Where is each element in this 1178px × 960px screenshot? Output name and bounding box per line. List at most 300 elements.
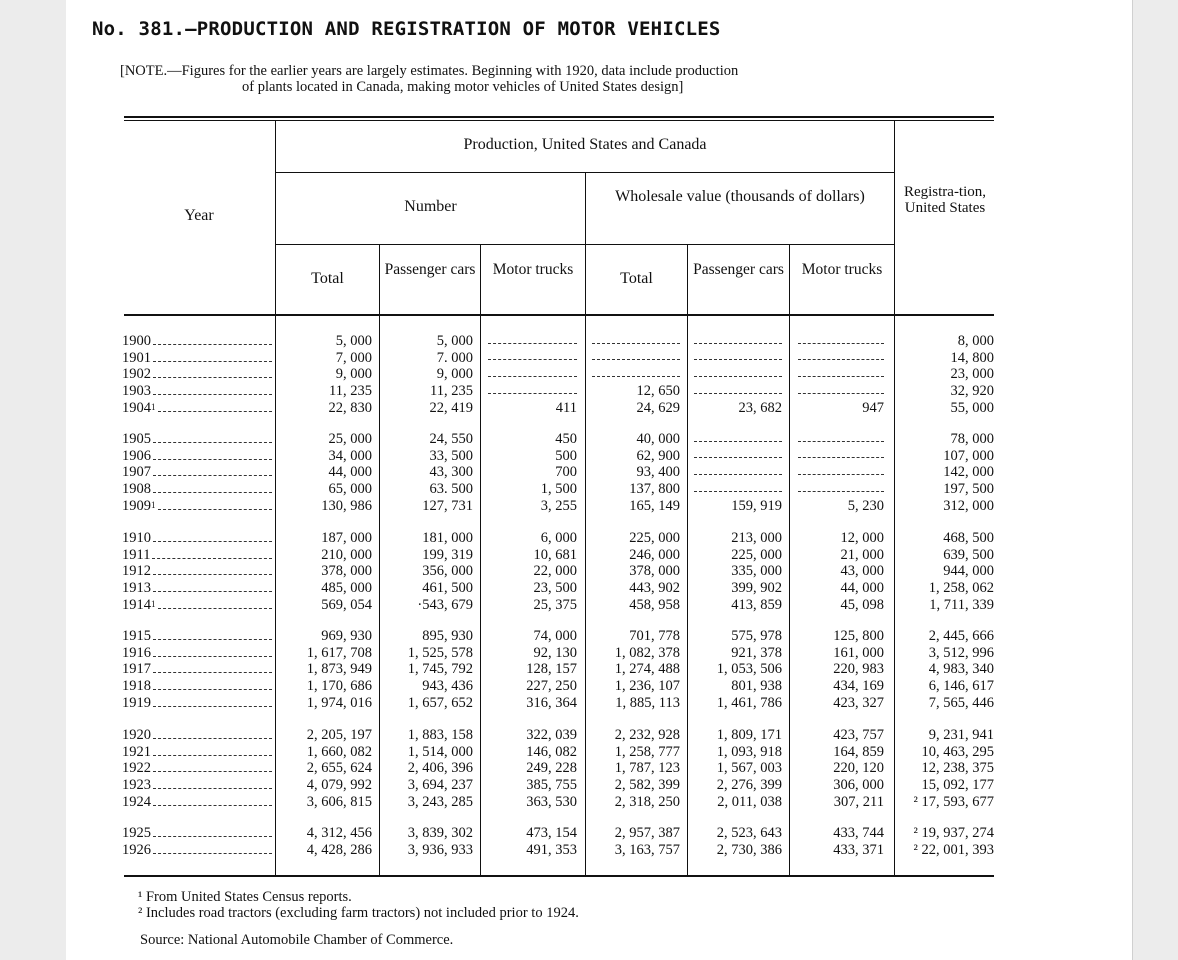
table-cell: 220, 120 (833, 760, 884, 777)
header-bottom-rule (124, 314, 994, 316)
table-cell: 1, 885, 113 (615, 694, 680, 711)
column-w-pass (690, 825, 782, 858)
footnote-2: ² Includes road tractors (excluding farm tractors) not included prior to 1924. (138, 905, 579, 921)
table-cell: 307, 211 (833, 793, 884, 810)
empty-cell (794, 366, 884, 383)
empty-cell (794, 448, 884, 465)
year-column-group (122, 431, 274, 514)
table-cell: 2, 406, 396 (407, 760, 473, 777)
table-cell: 2, 276, 399 (716, 777, 782, 794)
table-cell: 9, 000 (436, 366, 473, 383)
table-bottom-rule (124, 875, 994, 877)
year-cell (122, 842, 274, 859)
year-cell (122, 498, 274, 515)
table-cell: 25, 000 (328, 431, 372, 447)
table-cell: 7, 000 (335, 349, 372, 366)
table-cell: 55, 000 (950, 399, 994, 416)
table-cell: 423, 327 (833, 694, 884, 711)
year-label: 1900 (122, 333, 151, 349)
header-divider (585, 172, 586, 315)
year-label: 1912 (122, 563, 151, 580)
header-divider (379, 244, 380, 315)
table-cell: 23, 500 (533, 580, 577, 597)
column-w-truck (794, 431, 884, 514)
table-cell: 485, 000 (321, 580, 372, 597)
year-label: 1921 (122, 743, 151, 760)
column-w-pass (690, 628, 782, 711)
table-cell: 8, 000 (957, 333, 994, 349)
col-header-registration: Registra-tion, United States (903, 184, 987, 216)
table-cell: 450 (555, 431, 577, 447)
col-header-number-trucks: Motor trucks (492, 261, 574, 278)
table-cell: 10, 463, 295 (921, 743, 994, 760)
footnote-marker: 1 (151, 598, 156, 609)
column-n-total (276, 628, 372, 711)
leader-dots (153, 492, 272, 493)
table-cell: 22, 000 (533, 563, 577, 580)
table-cell: 11, 235 (329, 383, 372, 400)
table-cell: 385, 755 (526, 777, 577, 794)
col-header-number-passenger: Passenger cars (384, 261, 476, 278)
table-cell: 1, 053, 506 (716, 661, 782, 678)
col-header-production: Production, United States and Canada (463, 136, 707, 153)
table-cell: 473, 154 (526, 825, 577, 841)
empty-cell (484, 383, 577, 400)
table-cell: 413, 859 (731, 596, 782, 613)
table-cell: 4, 312, 456 (306, 825, 372, 841)
table-cell: 22, 830 (328, 399, 372, 416)
year-cell (122, 366, 274, 383)
leader-dots (153, 377, 272, 378)
table-cell: 335, 000 (731, 563, 782, 580)
table-cell: 12, 650 (636, 383, 680, 400)
column-n-pass (380, 431, 473, 514)
table-cell: 165, 149 (629, 497, 680, 514)
year-label: 1918 (122, 678, 151, 695)
leader-dots (153, 442, 272, 443)
table-cell: 4, 428, 286 (306, 841, 372, 858)
table-cell: 6, 146, 617 (928, 678, 994, 695)
empty-cell (794, 383, 884, 400)
column-n-pass (380, 628, 473, 711)
table-cell: 363, 530 (526, 793, 577, 810)
column-w-truck (794, 530, 884, 613)
table-cell: 461, 500 (422, 580, 473, 597)
table-number: No. 381. (92, 18, 186, 40)
year-label: 1920 (122, 727, 151, 743)
table-cell: 9, 000 (335, 366, 372, 383)
year-column-group (122, 530, 274, 613)
table-cell: 500 (555, 447, 577, 464)
column-n-total (276, 825, 372, 858)
table-cell: 639, 500 (943, 546, 994, 563)
table-cell: 34, 000 (328, 447, 372, 464)
column-n-truck (484, 431, 577, 514)
table-cell: 7, 565, 446 (928, 694, 994, 711)
column-n-total (276, 333, 372, 416)
column-n-pass (380, 727, 473, 810)
table-cell: 316, 364 (526, 694, 577, 711)
column-w-pass (690, 530, 782, 613)
column-divider (894, 316, 895, 876)
table-cell: 1, 809, 171 (716, 727, 782, 743)
column-w-total (588, 530, 680, 613)
table-cell: 1, 660, 082 (306, 743, 372, 760)
table-cell: 411 (555, 399, 577, 416)
top-rule-thin (124, 120, 994, 121)
column-w-pass (690, 431, 782, 514)
table-cell: 45, 098 (840, 596, 884, 613)
year-cell (122, 727, 274, 744)
empty-cell (588, 366, 680, 383)
table-cell: 322, 039 (526, 727, 577, 743)
table-cell: 187, 000 (321, 530, 372, 546)
table-cell: ·543, 679 (417, 596, 473, 613)
table-cell: 1, 461, 786 (716, 694, 782, 711)
table-cell: 433, 371 (833, 841, 884, 858)
table-cell: 225, 000 (731, 546, 782, 563)
table-cell: 423, 757 (833, 727, 884, 743)
empty-cell (690, 481, 782, 498)
column-n-total (276, 431, 372, 514)
year-label: 1926 (122, 841, 151, 858)
table-cell: 1, 657, 652 (407, 694, 473, 711)
empty-cell (690, 350, 782, 367)
table-cell: 3, 936, 933 (407, 841, 473, 858)
year-cell (122, 661, 274, 678)
leader-dots (153, 394, 272, 395)
column-divider (687, 316, 688, 876)
column-reg (896, 825, 994, 858)
column-w-total (588, 628, 680, 711)
table-cell: 74, 000 (533, 628, 577, 644)
table-cell: 24, 629 (636, 399, 680, 416)
table-cell: 2, 445, 666 (928, 628, 994, 644)
column-w-total (588, 431, 680, 514)
column-n-truck (484, 727, 577, 810)
year-label: 1922 (122, 760, 151, 777)
year-label: 1904 (122, 399, 151, 416)
empty-cell (690, 448, 782, 465)
leader-dots (153, 672, 272, 673)
column-divider (585, 316, 586, 876)
table-cell: 63. 500 (429, 481, 473, 498)
empty-cell (690, 333, 782, 350)
column-n-truck (484, 530, 577, 613)
table-cell: 1, 745, 792 (407, 661, 473, 678)
table-cell: 246, 000 (629, 546, 680, 563)
table-cell: 5, 230 (847, 497, 884, 514)
col-header-value-passenger: Passenger cars (693, 261, 784, 278)
col-header-value-total: Total (620, 270, 653, 287)
column-w-pass (690, 727, 782, 810)
year-column-group (122, 727, 274, 810)
year-label: 1902 (122, 366, 151, 383)
leader-dots (153, 656, 272, 657)
empty-cell (484, 366, 577, 383)
top-rule (124, 116, 994, 118)
table-cell: 1, 787, 123 (614, 760, 680, 777)
year-label: 1925 (122, 825, 151, 841)
year-cell (122, 333, 274, 350)
leader-dots (153, 591, 272, 592)
leader-dots (153, 541, 272, 542)
year-cell (122, 597, 274, 614)
table-cell: 1, 093, 918 (716, 743, 782, 760)
year-label: 1915 (122, 628, 151, 644)
column-w-truck (794, 825, 884, 858)
table-cell: 947 (862, 399, 884, 416)
table-cell: 21, 000 (840, 546, 884, 563)
column-reg (896, 628, 994, 711)
table-cell: 213, 000 (731, 530, 782, 546)
year-cell (122, 481, 274, 498)
table-cell: 159, 919 (731, 497, 782, 514)
leader-dots (153, 459, 272, 460)
table-cell: 43, 000 (840, 563, 884, 580)
col-header-year: Year (184, 207, 214, 224)
table-cell: 107, 000 (943, 447, 994, 464)
year-cell (122, 777, 274, 794)
table-cell: 7. 000 (436, 349, 473, 366)
table-cell: 130, 986 (321, 497, 372, 514)
leader-dots (153, 853, 272, 854)
table-cell: 5, 000 (335, 333, 372, 349)
table-cell: 2, 011, 038 (717, 793, 782, 810)
year-cell (122, 760, 274, 777)
table-cell: 312, 000 (943, 497, 994, 514)
leader-dots (153, 738, 272, 739)
year-label: 1908 (122, 481, 151, 498)
header-divider (789, 244, 790, 315)
table-cell: 1, 883, 158 (407, 727, 473, 743)
table-cell: 2, 655, 624 (306, 760, 372, 777)
leader-dots (158, 411, 273, 412)
table-cell: 3, 255 (540, 497, 577, 514)
table-cell: 944, 000 (943, 563, 994, 580)
year-label: 1909 (122, 497, 151, 514)
column-divider (789, 316, 790, 876)
col-header-number-total: Total (311, 270, 344, 287)
column-reg (896, 333, 994, 416)
table-cell: 356, 000 (422, 563, 473, 580)
empty-cell (794, 481, 884, 498)
empty-cell (690, 464, 782, 481)
table-cell: 197, 500 (943, 481, 994, 498)
col-header-wholesale: Wholesale value (thousands of dollars) (615, 188, 865, 205)
footnote-1: ¹ From United States Census reports. (138, 889, 352, 905)
table-cell: 3, 606, 815 (306, 793, 372, 810)
empty-cell (794, 333, 884, 350)
table-cell: 2, 523, 643 (716, 825, 782, 841)
leader-dots (153, 361, 272, 362)
table-cell: 225, 000 (629, 530, 680, 546)
table-cell: ² 22, 001, 393 (913, 841, 994, 858)
year-label: 1917 (122, 661, 151, 678)
table-cell: 3, 243, 285 (407, 793, 473, 810)
table-cell: 15, 092, 177 (921, 777, 994, 794)
leader-dots (153, 755, 272, 756)
leader-dots (153, 639, 272, 640)
table-cell: 92, 130 (533, 644, 577, 661)
table-cell: 3, 512, 996 (928, 644, 994, 661)
table-cell: 895, 930 (422, 628, 473, 644)
year-column-group (122, 333, 274, 416)
table-cell: 210, 000 (321, 546, 372, 563)
table-cell: 1, 258, 777 (614, 743, 680, 760)
table-cell: 65, 000 (328, 481, 372, 498)
leader-dots (152, 558, 272, 559)
column-reg (896, 530, 994, 613)
footnote-marker: 1 (151, 499, 156, 510)
table-cell: 23, 682 (738, 399, 782, 416)
table-cell: 443, 902 (629, 580, 680, 597)
table-cell: 575, 978 (731, 628, 782, 644)
table-cell: 3, 839, 302 (407, 825, 473, 841)
leader-dots (153, 689, 272, 690)
column-n-pass (380, 333, 473, 416)
column-w-total (588, 333, 680, 416)
table-cell: 700 (555, 464, 577, 481)
table-cell: 44, 000 (840, 580, 884, 597)
table-cell: 433, 744 (833, 825, 884, 841)
source-note: Source: National Automobile Chamber of Commerce. (140, 932, 454, 948)
table-cell: 5, 000 (436, 333, 473, 349)
table-cell: 22, 419 (429, 399, 473, 416)
year-label: 1911 (122, 546, 151, 563)
empty-cell (588, 350, 680, 367)
table-cell: 569, 054 (321, 596, 372, 613)
empty-cell (794, 350, 884, 367)
table-cell: 1, 974, 016 (306, 694, 372, 711)
leader-dots (153, 805, 272, 806)
table-cell: 78, 000 (950, 431, 994, 447)
table-cell: 9, 231, 941 (928, 727, 994, 743)
table-cell: 2, 318, 250 (614, 793, 680, 810)
table-cell: 4, 079, 992 (306, 777, 372, 794)
column-w-truck (794, 727, 884, 810)
table-cell: 249, 228 (526, 760, 577, 777)
year-label: 1910 (122, 530, 151, 546)
table-cell: 40, 000 (636, 431, 680, 447)
year-cell (122, 744, 274, 761)
table-cell: 137, 800 (629, 481, 680, 498)
column-w-truck (794, 628, 884, 711)
leader-dots (153, 344, 272, 345)
table-cell: 1, 500 (540, 481, 577, 498)
table-cell: 2, 957, 387 (614, 825, 680, 841)
table-title (92, 18, 992, 40)
table-cell: 4, 983, 340 (928, 661, 994, 678)
note-line-1: [NOTE.—Figures for the earlier years are largely estimates. Beginning with 1920, data include production (120, 63, 739, 79)
table-cell: 434, 169 (833, 678, 884, 695)
table-cell: 14, 800 (950, 349, 994, 366)
column-n-pass (380, 530, 473, 613)
empty-cell (690, 431, 782, 448)
table-cell: 25, 375 (533, 596, 577, 613)
year-column-group (122, 825, 274, 858)
table-cell: 1, 873, 949 (306, 661, 372, 678)
table-cell: 1, 525, 578 (407, 644, 473, 661)
year-label: 1916 (122, 644, 151, 661)
table-cell: 125, 800 (833, 628, 884, 644)
year-cell (122, 383, 274, 400)
col-header-value-trucks: Motor trucks (801, 261, 883, 278)
table-cell: 491, 353 (526, 841, 577, 858)
header-divider (894, 121, 895, 315)
year-cell (122, 825, 274, 842)
column-n-truck (484, 825, 577, 858)
table-cell: 399, 902 (731, 580, 782, 597)
col-header-number: Number (404, 198, 457, 215)
year-label: 1914 (122, 596, 151, 613)
year-label: 1923 (122, 777, 151, 794)
year-cell (122, 695, 274, 712)
table-cell: 943, 436 (422, 678, 473, 695)
table-cell: ² 17, 593, 677 (913, 793, 994, 810)
table-cell: 181, 000 (422, 530, 473, 546)
empty-cell (794, 431, 884, 448)
leader-dots (153, 836, 272, 837)
column-reg (896, 431, 994, 514)
table-cell: 458, 958 (629, 596, 680, 613)
year-cell (122, 530, 274, 547)
table-cell: 11, 235 (430, 383, 473, 400)
footnote-marker: 1 (151, 401, 156, 412)
table-cell: 128, 157 (526, 661, 577, 678)
table-cell: 1, 711, 339 (929, 596, 994, 613)
year-label: 1905 (122, 431, 151, 447)
leader-dots (158, 509, 273, 510)
table-cell: 2, 582, 399 (614, 777, 680, 794)
year-cell (122, 794, 274, 811)
year-cell (122, 350, 274, 367)
empty-cell (794, 464, 884, 481)
column-n-total (276, 530, 372, 613)
table-cell: 24, 550 (429, 431, 473, 447)
column-divider (480, 316, 481, 876)
table-cell: 127, 731 (422, 497, 473, 514)
table-cell: 23, 000 (950, 366, 994, 383)
year-label: 1913 (122, 580, 151, 597)
year-cell (122, 645, 274, 662)
table-cell: 62, 900 (636, 447, 680, 464)
table-cell: 801, 938 (731, 678, 782, 695)
table-cell: 1, 274, 488 (614, 661, 680, 678)
empty-cell (690, 383, 782, 400)
leader-dots (153, 788, 272, 789)
year-cell (122, 628, 274, 645)
column-reg (896, 727, 994, 810)
header-divider (480, 244, 481, 315)
table-title-text: —PRODUCTION AND REGISTRATION OF MOTOR VEHICLES (185, 18, 721, 40)
table-cell: 969, 930 (321, 628, 372, 644)
empty-cell (588, 333, 680, 350)
table-cell: 1, 236, 107 (614, 678, 680, 695)
leader-dots (153, 706, 272, 707)
year-cell (122, 580, 274, 597)
table-cell: 1, 258, 062 (928, 580, 994, 597)
column-w-pass (690, 333, 782, 416)
year-label: 1906 (122, 447, 151, 464)
year-label: 1919 (122, 694, 151, 711)
table-cell: 93, 400 (636, 464, 680, 481)
table-cell: 199, 319 (422, 546, 473, 563)
column-w-truck (794, 333, 884, 416)
table-cell: 10, 681 (533, 546, 577, 563)
table-cell: 378, 000 (321, 563, 372, 580)
table-cell: 921, 378 (731, 644, 782, 661)
